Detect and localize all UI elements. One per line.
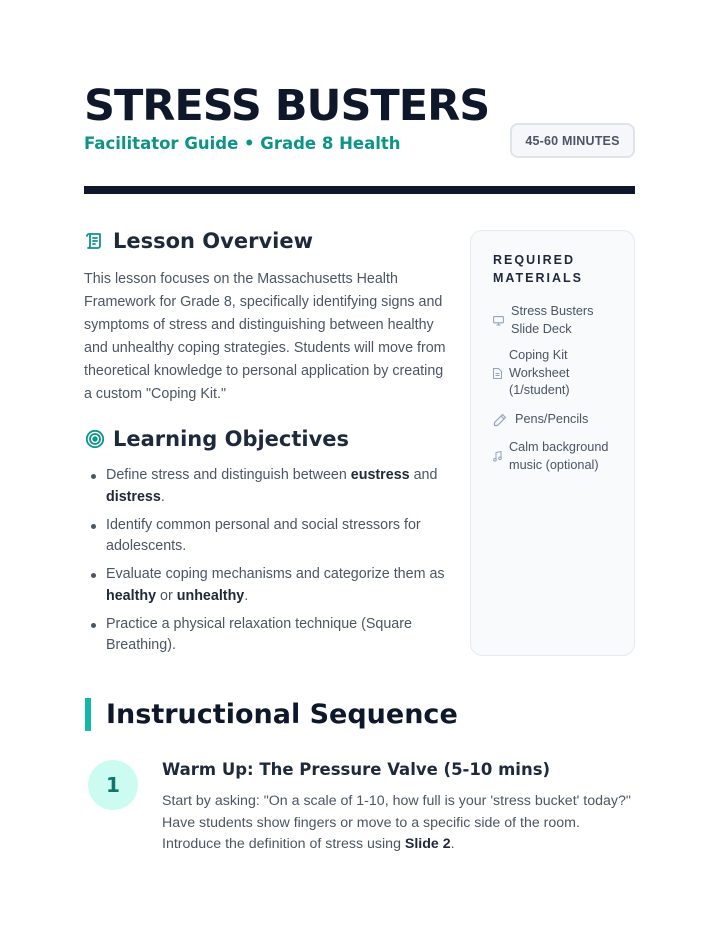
page-title: STRESS BUSTERS <box>84 81 490 131</box>
step-title: Warm Up: The Pressure Valve (5-10 mins) <box>162 760 551 779</box>
scroll-icon <box>85 231 105 251</box>
learning-objectives-title: Learning Objectives <box>113 427 350 451</box>
material-item: Calm background music (optional) <box>493 439 619 474</box>
lesson-overview-text: This lesson focuses on the Massachusetts Health Framework for Grade 8, specifically identifying signs and symptoms of stress and distinguishing between healthy and unhealthy coping strategies. Students will move from theoretical knowledge to personal application by creating a custom "Coping Kit." <box>84 271 446 402</box>
duration-badge: 45-60 MINUTES <box>510 123 635 158</box>
instructional-sequence-heading <box>85 698 458 731</box>
objective-item: Practice a physical relaxation technique (Square Breathing). <box>84 614 449 657</box>
document-icon <box>493 368 509 379</box>
section-accent-bar <box>85 698 91 731</box>
page-subtitle: Facilitator Guide • Grade 8 Health <box>84 134 401 153</box>
lesson-overview-title: Lesson Overview <box>113 229 313 253</box>
required-materials-heading: REQUIRED MATERIALS <box>493 253 583 285</box>
header-divider <box>84 186 635 194</box>
step-description: Start by asking: "On a scale of 1-10, how full is your 'stress bucket' today?" Have students show fingers or move to a specific side of the room. Introduce the definition of stress using Slide 2. <box>162 793 631 852</box>
monitor-icon <box>493 316 511 326</box>
material-item: Coping Kit Worksheet (1/student) <box>493 347 609 400</box>
required-materials-panel <box>470 230 635 656</box>
target-icon <box>85 429 105 449</box>
material-item: Stress Busters Slide Deck <box>493 303 616 338</box>
learning-objectives-heading <box>85 427 349 451</box>
objective-item: Identify common personal and social stressors for adolescents. <box>84 515 449 558</box>
pencil-icon <box>493 413 515 427</box>
instructional-sequence-title: Instructional Sequence <box>106 699 458 730</box>
objective-item: Evaluate coping mechanisms and categorize them as healthy or unhealthy. <box>84 564 449 607</box>
objective-item: Define stress and distinguish between eustress and distress. <box>84 465 449 508</box>
music-note-icon <box>493 451 509 462</box>
material-item: Pens/Pencils <box>493 411 588 429</box>
objectives-list <box>84 465 449 663</box>
step-number-badge: 1 <box>88 760 138 810</box>
lesson-overview-heading <box>85 229 313 253</box>
